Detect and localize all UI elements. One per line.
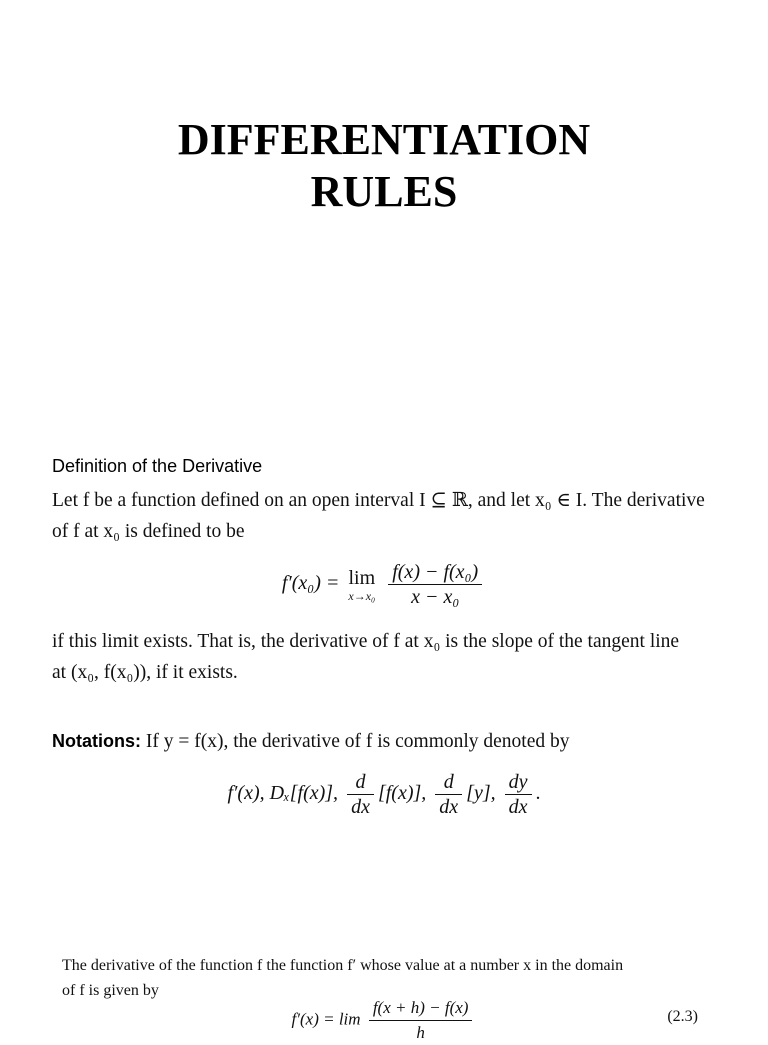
textbook-fraction (369, 996, 473, 1045)
definition-line-1: Let f be a function defined on an open interval I ⊆ ℝ, and let x₀ ∈ I. The derivative (52, 490, 705, 511)
d3-numerator: dy (505, 770, 532, 795)
notations-paragraph (52, 726, 742, 757)
title-line-2: RULES (310, 167, 458, 216)
notations-text: If y = f(x), the derivative of f is commonly denoted by (141, 731, 570, 752)
limit-operator: lim (348, 566, 376, 589)
limit-subscript: x→x₀ (348, 588, 376, 603)
d1-numerator: d (347, 770, 374, 795)
notations-label: Notations: (52, 731, 141, 751)
derivative-definition-formula (0, 560, 768, 609)
formula-lhs: f′(x₀) = (281, 572, 340, 595)
after-line-2: at (x₀, f(x₀)), if it exists. (52, 662, 238, 683)
notation-2: [f(x)], (377, 782, 427, 805)
d2-denominator: dx (439, 796, 459, 818)
textbook-numerator: f(x + h) − f(x) (369, 996, 473, 1021)
definition-line-2: of f at x₀ is defined to be (52, 521, 245, 542)
textbook-formula (0, 996, 768, 1045)
fraction-denominator: x − x₀ (411, 586, 460, 608)
notation-d2 (435, 770, 462, 819)
notation-d3 (505, 770, 532, 819)
after-line-1: if this limit exists. That is, the derivative of f at x₀ is the slope of the tangent line (52, 631, 680, 652)
formula-fraction (388, 560, 482, 609)
d3-denominator: dx (508, 796, 528, 818)
notation-d1 (347, 770, 374, 819)
equation-number: (2.3) (667, 1008, 698, 1025)
notation-1: f′(x), Dₓ[f(x)], (227, 782, 339, 805)
fraction-numerator: f(x) − f(x₀) (388, 560, 482, 585)
page-title (0, 114, 768, 218)
notations-formula (0, 770, 768, 819)
d1-denominator: dx (351, 796, 370, 818)
definition-heading: Definition of the Derivative (52, 456, 263, 476)
title-line-1: DIFFERENTIATION (177, 115, 591, 164)
notation-period: . (535, 782, 541, 805)
textbook-line-1: The derivative of the function f the function f′ whose value at a number x in the domain (62, 957, 624, 974)
textbook-denominator: h (416, 1023, 425, 1042)
notation-3: [y], (466, 782, 496, 805)
formula-limit (348, 567, 375, 603)
textbook-line-2: of f is given by (62, 982, 159, 999)
definition-paragraph (52, 485, 742, 547)
textbook-lhs: f′(x) = lim (291, 1009, 361, 1029)
definition-after-paragraph (52, 626, 742, 688)
d2-numerator: d (435, 770, 462, 795)
